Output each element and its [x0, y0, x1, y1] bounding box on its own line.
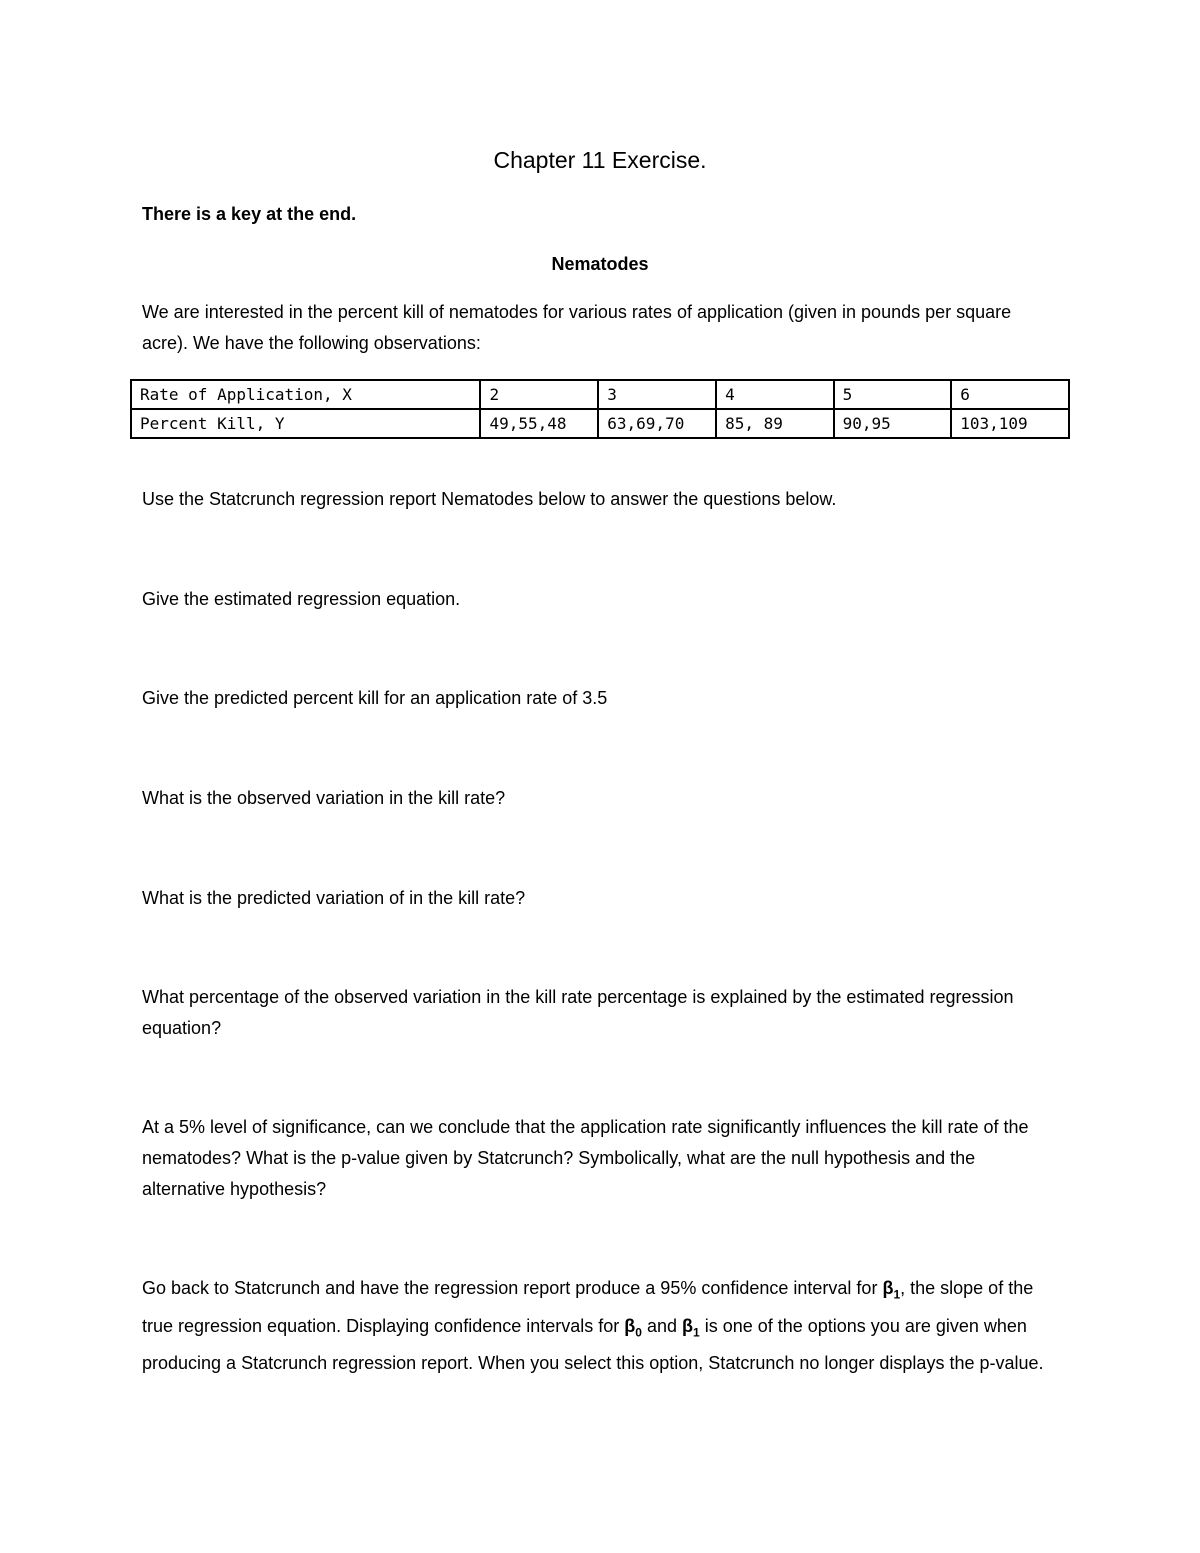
final-text-4: is one of the options you are given when producing a Statcrunch regression report. When you select this option, Statcrunch no longer displays the p-value.: [142, 1315, 1044, 1374]
table-cell: 90,95: [834, 409, 952, 438]
table-cell: Percent Kill, Y: [131, 409, 480, 438]
question-6: At a 5% level of significance, can we conclude that the application rate significantly influences the kill rate of the nematodes? What is the p-value given by Statcrunch? Symbolically, what are the null hypothesis and the alternative hypothesis?: [142, 1117, 1029, 1199]
table-cell: 2: [480, 380, 598, 409]
question-4: What is the predicted variation of in the kill rate?: [142, 888, 526, 908]
final-text-2: , the slope of the true regression equation. Displaying confidence intervals for: [142, 1278, 1034, 1336]
table-cell: 4: [716, 380, 833, 409]
final-paragraph: [142, 1273, 1062, 1379]
question-3: What is the observed variation in the kill rate?: [142, 788, 506, 808]
table-cell: 6: [951, 380, 1069, 409]
table-cell: 63,69,70: [598, 409, 716, 438]
key-note: There is a key at the end.: [142, 204, 357, 224]
table-cell: 103,109: [951, 409, 1069, 438]
beta-0-symbol: $\beta_0$: [624, 1315, 642, 1340]
table-row: [131, 380, 1069, 409]
instruction-paragraph: Use the Statcrunch regression report Nematodes below to answer the questions below.: [142, 489, 837, 509]
question-5: What percentage of the observed variation in the kill rate percentage is explained by the estimated regression equation?: [142, 987, 1014, 1038]
table-row: [131, 409, 1069, 438]
final-text-1: Go back to Statcrunch and have the regression report produce a 95% confidence interval for: [142, 1278, 883, 1298]
intro-paragraph: We are interested in the percent kill of nematodes for various rates of application (given in pounds per square acre). We have the following observations:: [142, 302, 1012, 353]
question-1: Give the estimated regression equation.: [142, 589, 461, 609]
table-cell: 49,55,48: [480, 409, 598, 438]
observations-table: [130, 379, 1070, 439]
document-title: Chapter 11 Exercise.: [493, 147, 707, 173]
table-cell: 85, 89: [716, 409, 833, 438]
beta-1-symbol: $\beta_1$: [882, 1278, 901, 1302]
final-text-3: and: [641, 1315, 682, 1336]
table-cell: 5: [834, 380, 952, 409]
beta-1-symbol: $\beta_1$: [682, 1315, 700, 1340]
table-cell: 3: [598, 380, 716, 409]
question-2: Give the predicted percent kill for an application rate of 3.5: [142, 688, 608, 708]
section-heading: Nematodes: [551, 254, 649, 274]
table-cell: Rate of Application, X: [131, 380, 480, 409]
